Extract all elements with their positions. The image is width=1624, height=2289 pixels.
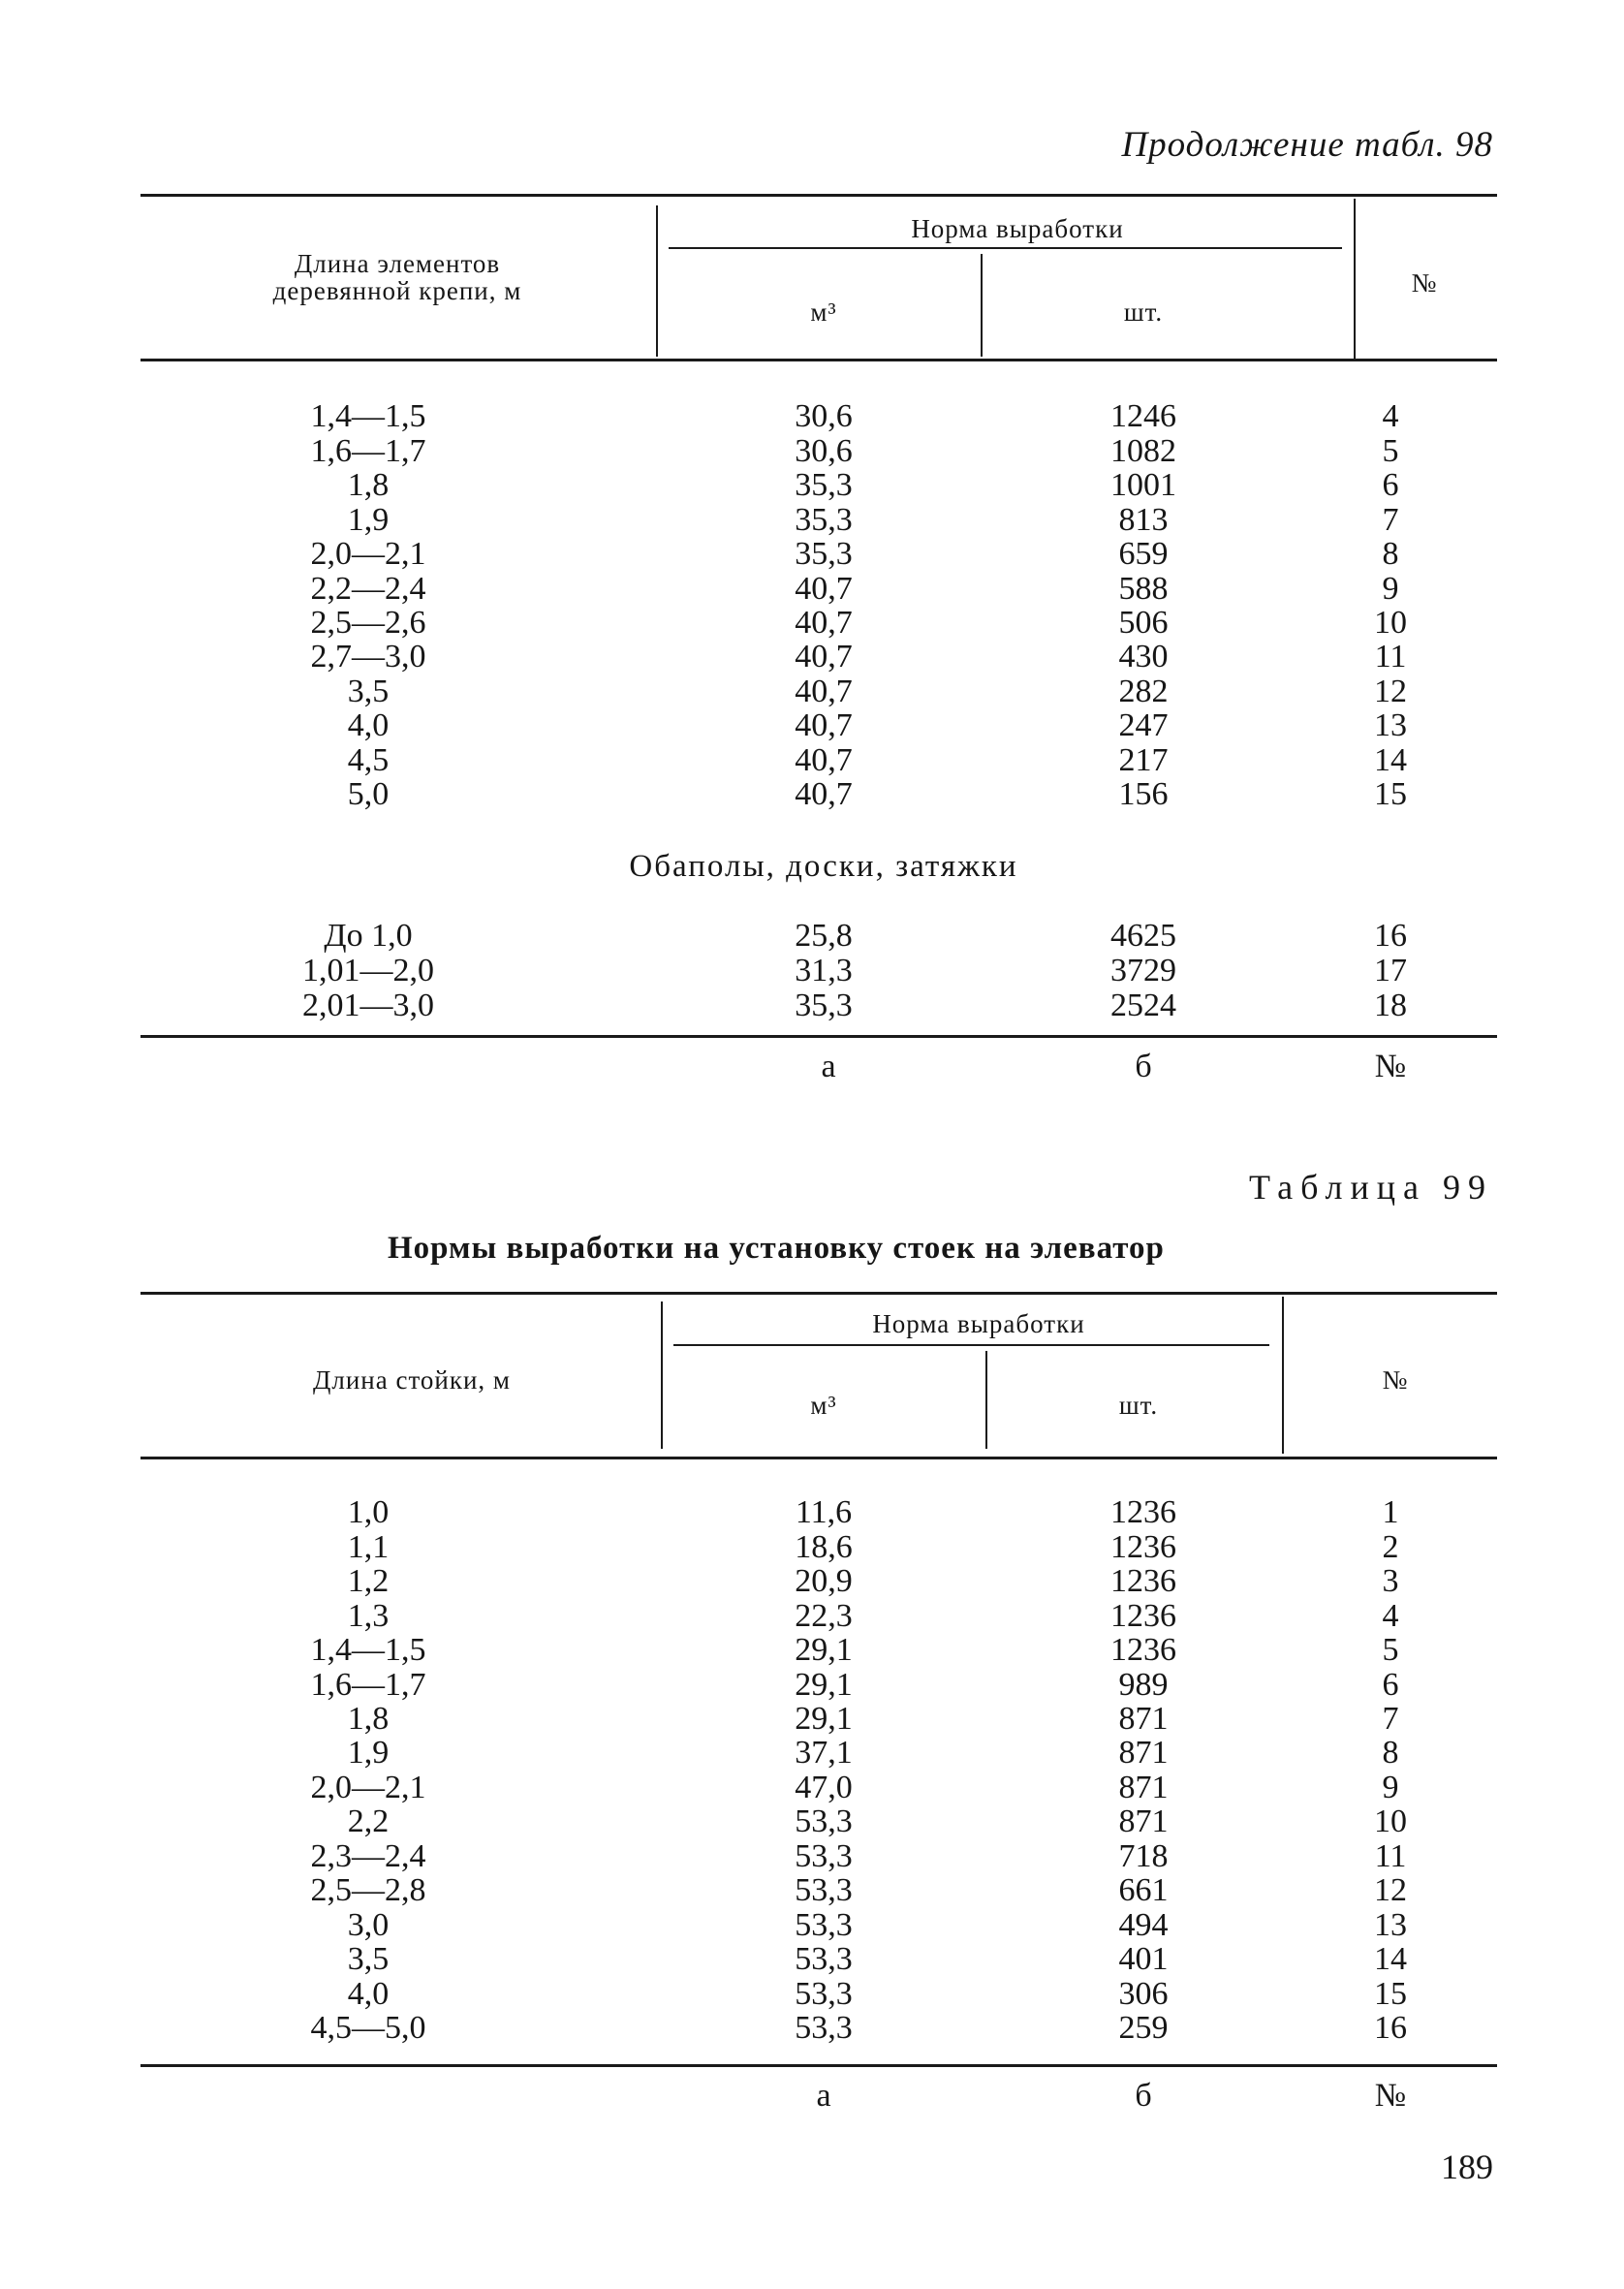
m3-cell: 40,7 xyxy=(795,605,853,641)
no-cell: 11 xyxy=(1374,639,1407,674)
table-98-norm-rule xyxy=(669,247,1342,249)
m3-cell: 53,3 xyxy=(795,1803,853,1839)
length-cell: 1,6—1,7 xyxy=(310,1667,426,1703)
no-cell: 4 xyxy=(1382,398,1399,434)
m3-cell: 53,3 xyxy=(795,1976,853,2012)
sht-cell: 217 xyxy=(1118,742,1169,778)
m3-cell: 29,1 xyxy=(795,1632,853,1668)
footer-no: № xyxy=(1374,2078,1407,2114)
table-98-header-vline-3 xyxy=(1354,199,1356,360)
no-cell: 6 xyxy=(1382,467,1399,503)
length-cell: 3,0 xyxy=(347,1907,390,1943)
length-cell: 2,0—2,1 xyxy=(310,1770,426,1805)
no-cell: 10 xyxy=(1374,1803,1407,1839)
table-98-top-rule xyxy=(141,194,1497,197)
no-cell: 5 xyxy=(1382,1632,1399,1668)
sht-cell: 1236 xyxy=(1110,1632,1176,1668)
m3-cell: 40,7 xyxy=(795,776,853,812)
sht-cell: 494 xyxy=(1118,1907,1169,1943)
table-99-m3-header: м³ xyxy=(810,1391,837,1420)
no-cell: 6 xyxy=(1382,1667,1399,1703)
sht-cell: 1236 xyxy=(1110,1529,1176,1565)
length-cell: 1,4—1,5 xyxy=(310,1632,426,1668)
m3-cell: 29,1 xyxy=(795,1667,853,1703)
length-cell: 1,0 xyxy=(347,1494,390,1530)
section-title: Обаполы, доски, затяжки xyxy=(629,849,1018,884)
sht-cell: 282 xyxy=(1118,674,1169,709)
sht-cell: 871 xyxy=(1118,1701,1169,1737)
no-cell: 5 xyxy=(1382,433,1399,469)
length-cell: 1,2 xyxy=(347,1563,390,1599)
length-cell: 1,01—2,0 xyxy=(302,953,434,988)
table-99-header-bottom-rule xyxy=(141,1457,1497,1459)
sht-cell: 871 xyxy=(1118,1770,1169,1805)
no-cell: 9 xyxy=(1382,571,1399,607)
m3-cell: 11,6 xyxy=(795,1494,853,1530)
sht-cell: 247 xyxy=(1118,707,1169,743)
m3-cell: 53,3 xyxy=(795,1838,853,1874)
length-cell: 4,0 xyxy=(347,707,390,743)
length-cell: 2,7—3,0 xyxy=(310,639,426,674)
sht-cell: 659 xyxy=(1118,536,1169,572)
no-cell: 1 xyxy=(1382,1494,1399,1530)
sht-cell: 156 xyxy=(1118,776,1169,812)
table-99-header-vline-2 xyxy=(985,1351,987,1449)
no-cell: 15 xyxy=(1374,776,1407,812)
length-cell: 3,5 xyxy=(347,674,390,709)
no-cell: 16 xyxy=(1374,2010,1407,2046)
footer-a: а xyxy=(816,2078,831,2114)
sht-cell: 661 xyxy=(1118,1872,1169,1908)
length-cell: 2,5—2,8 xyxy=(310,1872,426,1908)
sht-cell: 430 xyxy=(1118,639,1169,674)
m3-cell: 29,1 xyxy=(795,1701,853,1737)
m3-cell: 40,7 xyxy=(795,707,853,743)
m3-cell: 37,1 xyxy=(795,1735,853,1771)
m3-cell: 53,3 xyxy=(795,2010,853,2046)
length-cell: 4,5—5,0 xyxy=(310,2010,426,2046)
sht-cell: 989 xyxy=(1118,1667,1169,1703)
m3-cell: 47,0 xyxy=(795,1770,853,1805)
footer-b: б xyxy=(1135,1049,1152,1084)
no-cell: 3 xyxy=(1382,1563,1399,1599)
sht-cell: 1236 xyxy=(1110,1563,1176,1599)
length-cell: 2,5—2,6 xyxy=(310,605,426,641)
m3-cell: 35,3 xyxy=(795,988,853,1023)
length-cell: 2,0—2,1 xyxy=(310,536,426,572)
m3-cell: 20,9 xyxy=(795,1563,853,1599)
no-cell: 18 xyxy=(1374,988,1407,1023)
table-98-bottom-rule xyxy=(141,1035,1497,1038)
page-number: 189 xyxy=(1441,2148,1493,2186)
length-cell: 1,1 xyxy=(347,1529,390,1565)
length-cell: До 1,0 xyxy=(324,918,413,954)
m3-cell: 40,7 xyxy=(795,742,853,778)
sht-cell: 2524 xyxy=(1110,988,1176,1023)
table-99-header-vline-1 xyxy=(661,1301,663,1449)
sht-cell: 871 xyxy=(1118,1803,1169,1839)
table-98-header-vline-1 xyxy=(656,205,658,357)
length-cell: 1,3 xyxy=(347,1598,390,1634)
length-cell: 1,9 xyxy=(347,1735,390,1771)
length-cell: 4,0 xyxy=(347,1976,390,2012)
no-cell: 14 xyxy=(1374,1941,1407,1977)
length-cell: 1,8 xyxy=(347,1701,390,1737)
no-cell: 15 xyxy=(1374,1976,1407,2012)
sht-cell: 4625 xyxy=(1110,918,1176,954)
no-cell: 7 xyxy=(1382,502,1399,538)
sht-cell: 871 xyxy=(1118,1735,1169,1771)
length-cell: 3,5 xyxy=(347,1941,390,1977)
table-98-header-bottom-rule xyxy=(141,359,1497,361)
sht-cell: 3729 xyxy=(1110,953,1176,988)
no-cell: 16 xyxy=(1374,918,1407,954)
sht-cell: 1236 xyxy=(1110,1598,1176,1634)
length-cell: 2,01—3,0 xyxy=(302,988,434,1023)
no-cell: 8 xyxy=(1382,1735,1399,1771)
table-99-length-header: Длина стойки, м xyxy=(312,1365,512,1395)
sht-cell: 259 xyxy=(1118,2010,1169,2046)
table-99-header-vline-3 xyxy=(1282,1297,1284,1454)
m3-cell: 40,7 xyxy=(795,639,853,674)
m3-cell: 53,3 xyxy=(795,1907,853,1943)
table-98-length-header: Длина элементов деревянной крепи, м xyxy=(272,249,522,306)
sht-cell: 401 xyxy=(1118,1941,1169,1977)
m3-cell: 35,3 xyxy=(795,502,853,538)
length-cell: 1,8 xyxy=(347,467,390,503)
m3-cell: 30,6 xyxy=(795,433,853,469)
table-99-no-header: № xyxy=(1382,1365,1409,1395)
m3-cell: 25,8 xyxy=(795,918,853,954)
no-cell: 8 xyxy=(1382,536,1399,572)
length-cell: 2,2 xyxy=(347,1803,390,1839)
sht-cell: 813 xyxy=(1118,502,1169,538)
table-99-sht-header: шт. xyxy=(1118,1391,1159,1420)
sht-cell: 1082 xyxy=(1110,433,1176,469)
no-cell: 14 xyxy=(1374,742,1407,778)
no-cell: 9 xyxy=(1382,1770,1399,1805)
length-cell: 1,4—1,5 xyxy=(310,398,426,434)
table-99-norm-rule xyxy=(673,1344,1269,1346)
sht-cell: 1236 xyxy=(1110,1494,1176,1530)
length-cell: 1,6—1,7 xyxy=(310,433,426,469)
length-cell: 4,5 xyxy=(347,742,390,778)
table-title: Нормы выработки на установку стоек на элеватор xyxy=(388,1231,1165,1266)
m3-cell: 30,6 xyxy=(795,398,853,434)
footer-a: а xyxy=(821,1049,836,1084)
sht-cell: 1246 xyxy=(1110,398,1176,434)
sht-cell: 718 xyxy=(1118,1838,1169,1874)
no-cell: 12 xyxy=(1374,674,1407,709)
m3-cell: 35,3 xyxy=(795,536,853,572)
m3-cell: 35,3 xyxy=(795,467,853,503)
m3-cell: 18,6 xyxy=(795,1529,853,1565)
no-cell: 11 xyxy=(1374,1838,1407,1874)
sht-cell: 1001 xyxy=(1110,467,1176,503)
no-cell: 17 xyxy=(1374,953,1407,988)
table-98-header-vline-2 xyxy=(981,254,983,357)
table-99-norm-header: Норма выработки xyxy=(872,1309,1085,1338)
m3-cell: 22,3 xyxy=(795,1598,853,1634)
length-cell: 2,2—2,4 xyxy=(310,571,426,607)
no-cell: 4 xyxy=(1382,1598,1399,1634)
m3-cell: 53,3 xyxy=(795,1941,853,1977)
length-cell: 1,9 xyxy=(347,502,390,538)
table-98-no-header: № xyxy=(1411,268,1438,298)
table-number: Таблица 99 xyxy=(1249,1168,1493,1207)
m3-cell: 40,7 xyxy=(795,571,853,607)
no-cell: 13 xyxy=(1374,1907,1407,1943)
no-cell: 12 xyxy=(1374,1872,1407,1908)
table-98-m3-header: м³ xyxy=(810,298,837,327)
table-99-bottom-rule xyxy=(141,2064,1497,2067)
table-98-sht-header: шт. xyxy=(1123,298,1164,327)
m3-cell: 53,3 xyxy=(795,1872,853,1908)
no-cell: 10 xyxy=(1374,605,1407,641)
footer-no: № xyxy=(1374,1049,1407,1084)
m3-cell: 31,3 xyxy=(795,953,853,988)
sht-cell: 506 xyxy=(1118,605,1169,641)
table-99-top-rule xyxy=(141,1292,1497,1295)
no-cell: 13 xyxy=(1374,707,1407,743)
no-cell: 7 xyxy=(1382,1701,1399,1737)
sht-cell: 588 xyxy=(1118,571,1169,607)
m3-cell: 40,7 xyxy=(795,674,853,709)
footer-b: б xyxy=(1135,2078,1152,2114)
table-98-norm-header: Норма выработки xyxy=(911,214,1124,243)
sht-cell: 306 xyxy=(1118,1976,1169,2012)
no-cell: 2 xyxy=(1382,1529,1399,1565)
continuation-title: Продолжение табл. 98 xyxy=(1121,125,1493,165)
length-cell: 5,0 xyxy=(347,776,390,812)
length-cell: 2,3—2,4 xyxy=(310,1838,426,1874)
